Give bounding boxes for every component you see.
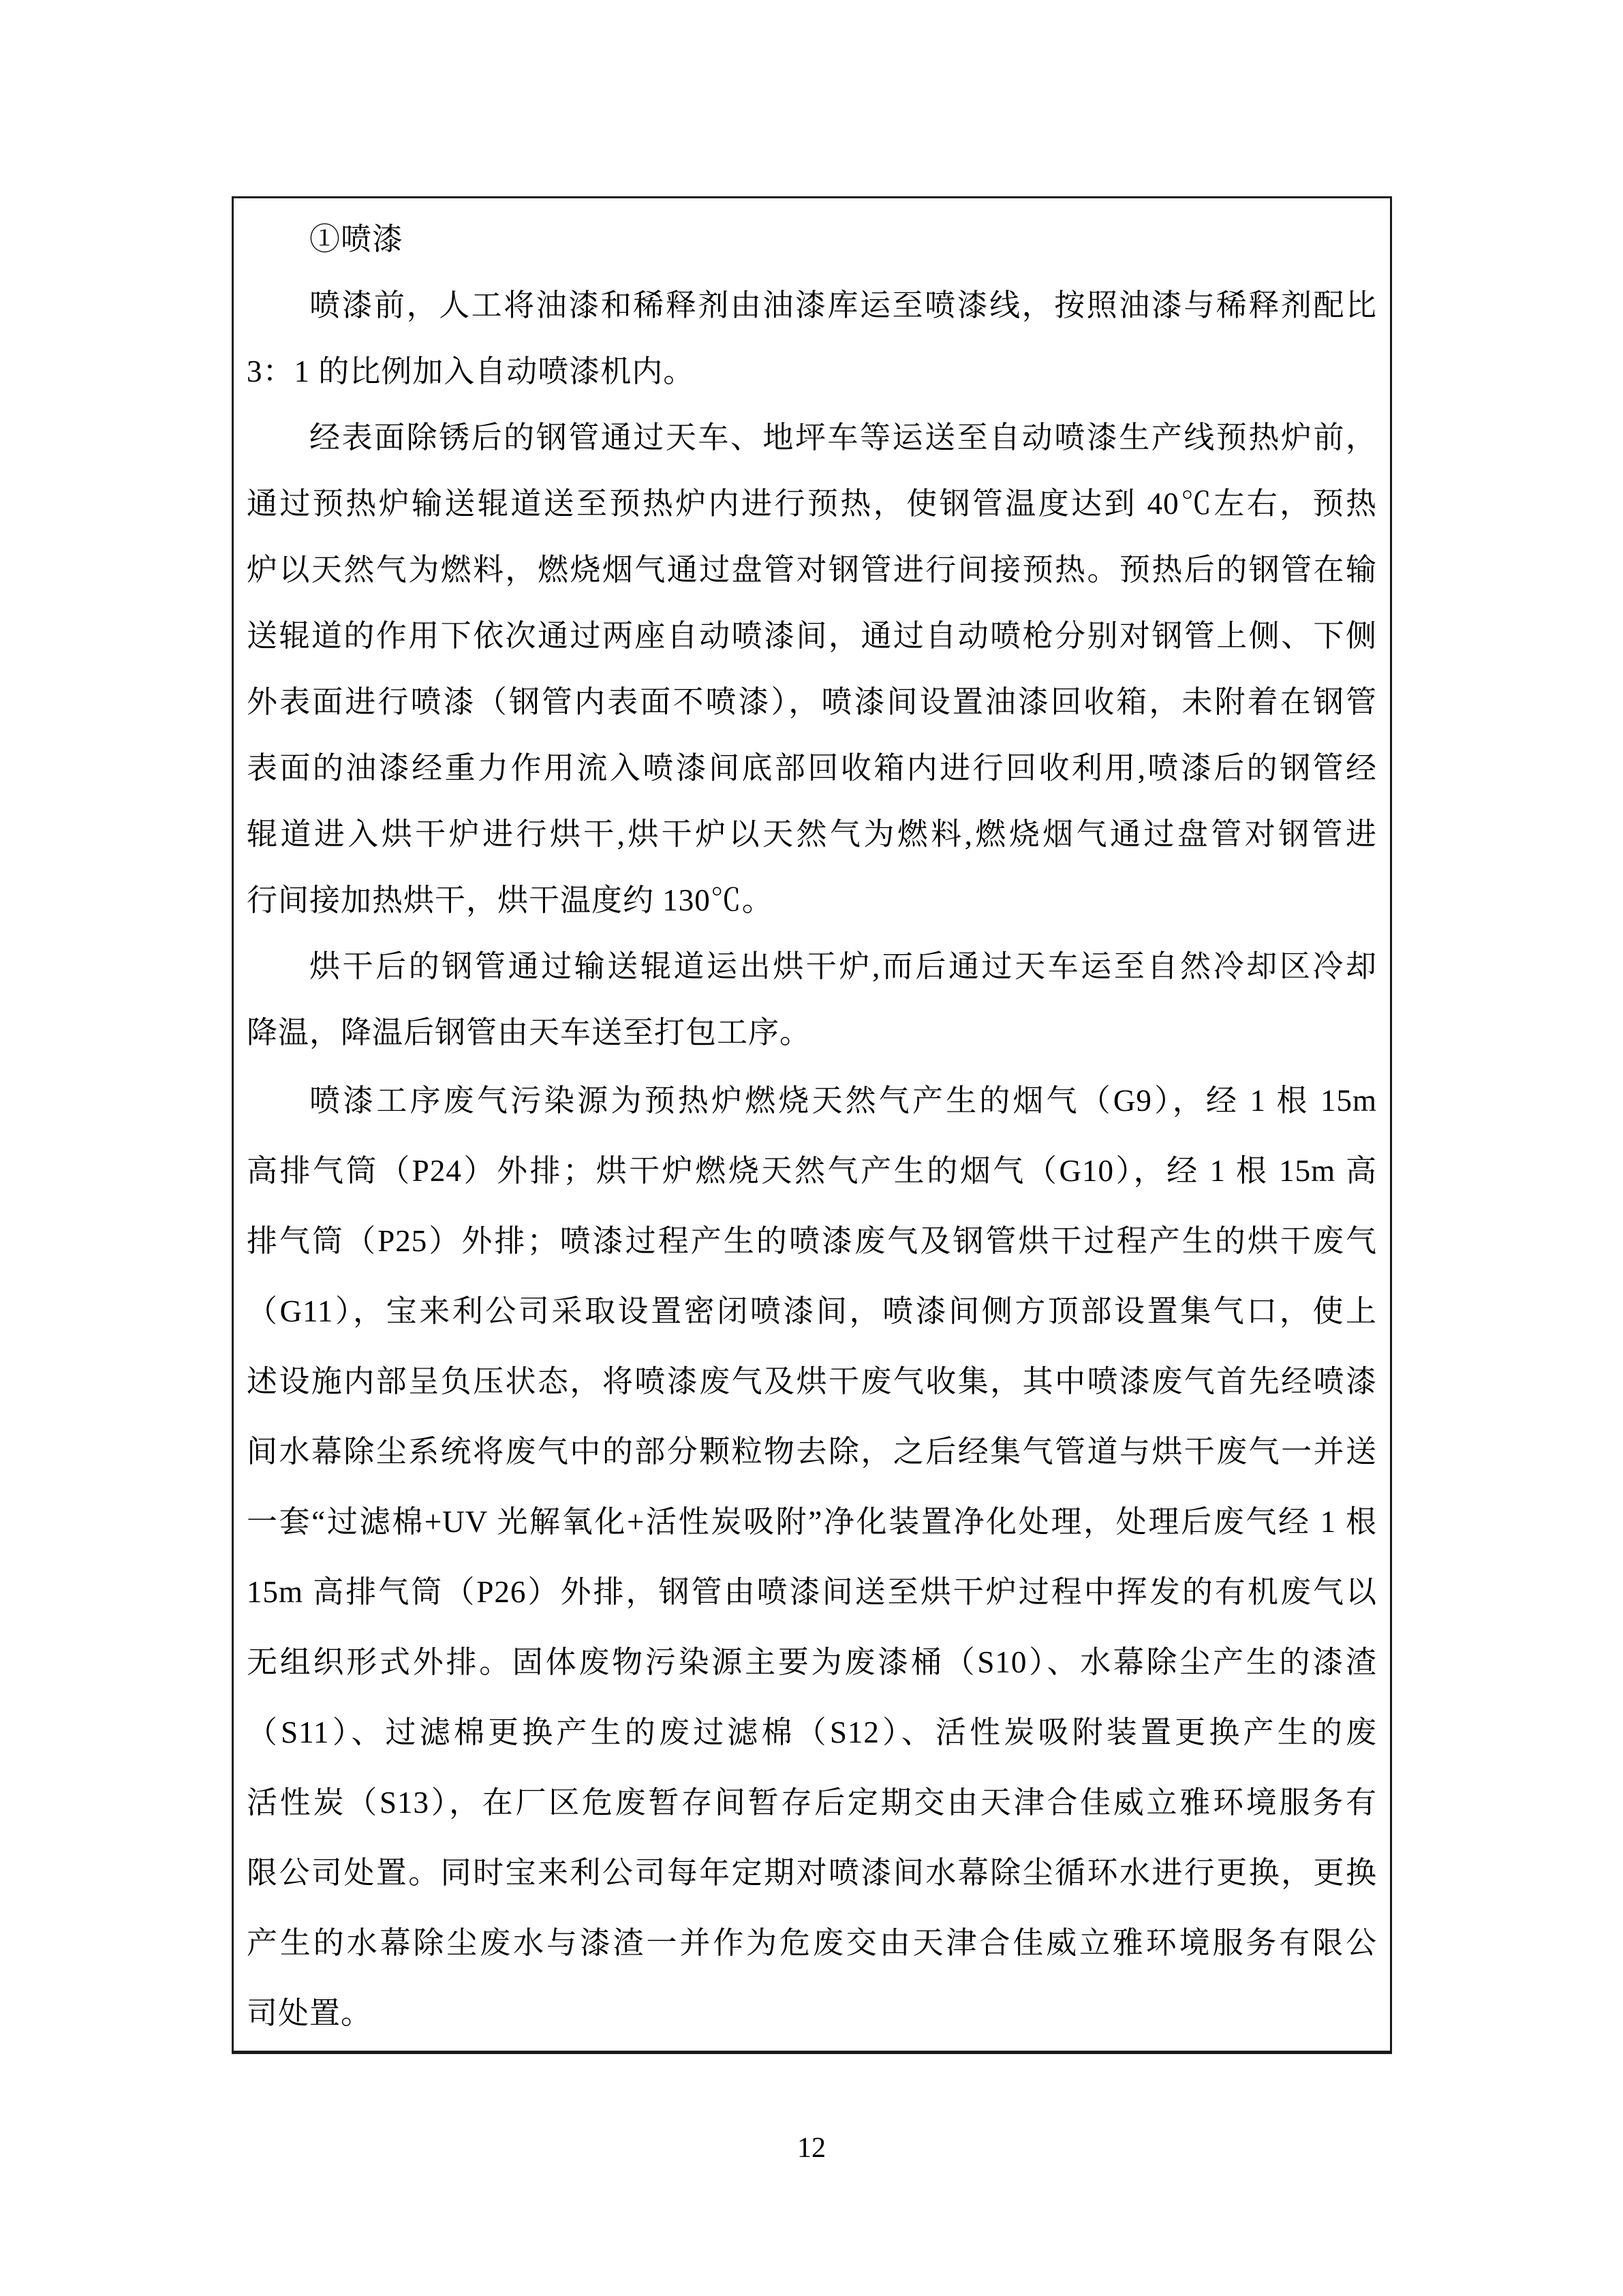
text-line: 司处置。 bbox=[247, 1996, 373, 2030]
text-line: 烘干后的钢管通过输送辊道运出烘干炉,而后通过天车运至自然冷却区冷却 bbox=[309, 949, 1377, 983]
text-line: 外表面进行喷漆（钢管内表面不喷漆），喷漆间设置油漆回收箱，未附着在钢管 bbox=[247, 685, 1377, 719]
text-line: 行间接加热烘干，烘干温度约 130℃。 bbox=[247, 883, 773, 917]
text-line: 高排气筒（P24）外排；烘干炉燃烧天然气产生的烟气（G10），经 1 根 15m 高 bbox=[247, 1154, 1377, 1188]
page-number: 12 bbox=[797, 2132, 826, 2164]
text-line: （G11），宝来利公司采取设置密闭喷漆间，喷漆间侧方顶部设置集气口，使上 bbox=[247, 1294, 1377, 1328]
text-line: 炉以天然气为燃料，燃烧烟气通过盘管对钢管进行间接预热。预热后的钢管在输 bbox=[247, 553, 1377, 587]
text-line: （S11）、过滤棉更换产生的废过滤棉（S12）、活性炭吸附装置更换产生的废 bbox=[247, 1715, 1377, 1749]
text-line: 一套“过滤棉+UV 光解氧化+活性炭吸附”净化装置净化处理，处理后废气经 1 根 bbox=[247, 1505, 1377, 1539]
text-line: 限公司处置。同时宝来利公司每年定期对喷漆间水幕除尘循环水进行更换，更换 bbox=[247, 1856, 1377, 1890]
text-line: 间水幕除尘系统将废气中的部分颗粒物去除，之后经集气管道与烘干废气一并送 bbox=[247, 1435, 1377, 1469]
text-line: 辊道进入烘干炉进行烘干,烘干炉以天然气为燃料,燃烧烟气通过盘管对钢管进 bbox=[247, 817, 1377, 851]
content-cell bbox=[232, 196, 1392, 2054]
text-line: 述设施内部呈负压状态，将喷漆废气及烘干废气收集，其中喷漆废气首先经喷漆 bbox=[247, 1364, 1377, 1398]
text-line: 经表面除锈后的钢管通过天车、地坪车等运送至自动喷漆生产线预热炉前， bbox=[309, 420, 1377, 455]
text-line: 表面的油漆经重力作用流入喷漆间底部回收箱内进行回收利用,喷漆后的钢管经 bbox=[247, 751, 1377, 785]
text-line: 降温，降温后钢管由天车送至打包工序。 bbox=[247, 1015, 812, 1050]
text-line: 喷漆前，人工将油漆和稀释剂由油漆库运至喷漆线，按照油漆与稀释剂配比 bbox=[309, 288, 1377, 322]
text-line: 无组织形式外排。固体废物污染源主要为废漆桶（S10）、水幕除尘产生的漆渣 bbox=[247, 1645, 1377, 1679]
text-line: 排气筒（P25）外排；喷漆过程产生的喷漆废气及钢管烘干过程产生的烘干废气 bbox=[247, 1224, 1377, 1258]
text-line: 3：1 的比例加入自动喷漆机内。 bbox=[247, 354, 695, 388]
text-line: ①喷漆 bbox=[309, 222, 404, 256]
text-line: 活性炭（S13），在厂区危废暂存间暂存后定期交由天津合佳威立雅环境服务有 bbox=[247, 1786, 1377, 1820]
text-line: 15m 高排气筒（P26）外排，钢管由喷漆间送至烘干炉过程中挥发的有机废气以 bbox=[247, 1575, 1377, 1609]
text-line: 产生的水幕除尘废水与漆渣一并作为危废交由天津合佳威立雅环境服务有限公 bbox=[247, 1926, 1377, 1960]
text-line: 送辊道的作用下依次通过两座自动喷漆间，通过自动喷枪分别对钢管上侧、下侧 bbox=[247, 619, 1377, 653]
text-line: 通过预热炉输送辊道送至预热炉内进行预热，使钢管温度达到 40℃左右，预热 bbox=[247, 487, 1377, 521]
text-line: 喷漆工序废气污染源为预热炉燃烧天然气产生的烟气（G9），经 1 根 15m bbox=[309, 1084, 1377, 1118]
